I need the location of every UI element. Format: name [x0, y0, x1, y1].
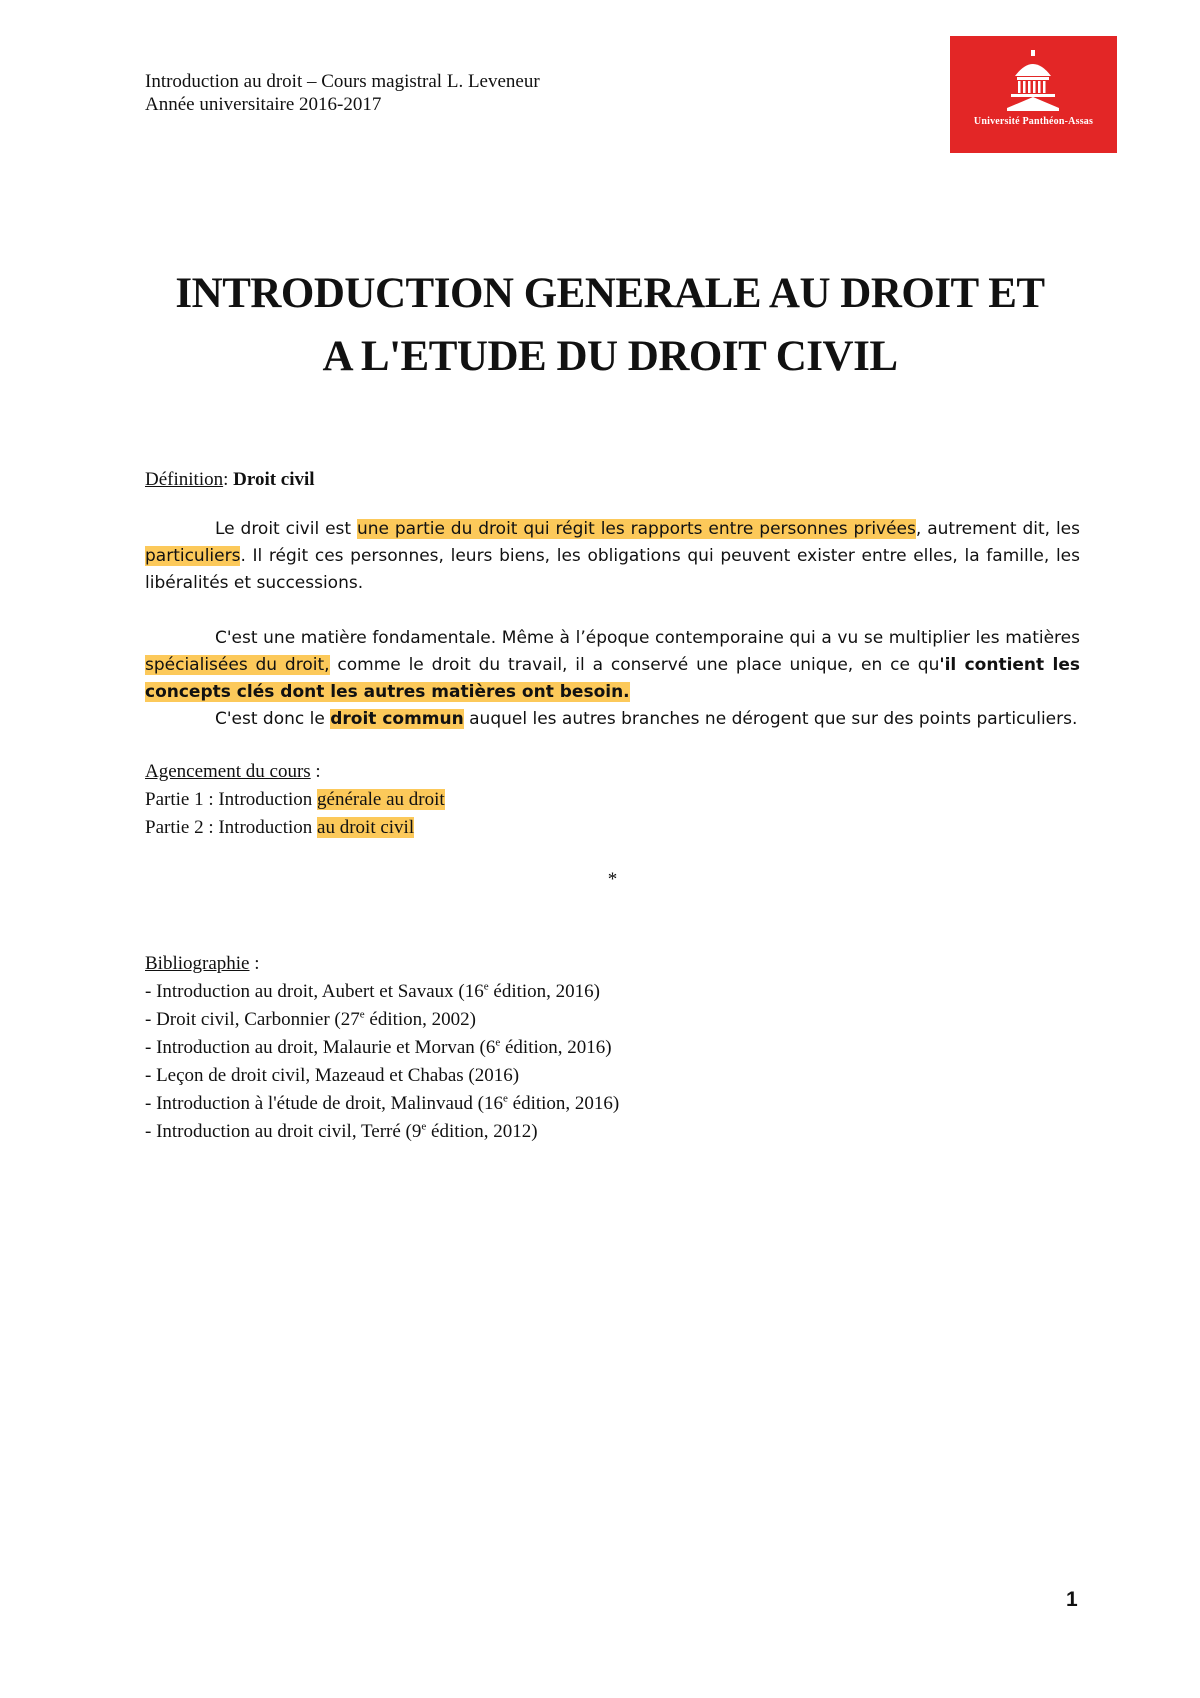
highlight: une partie du droit qui régit les rapports entre personnes privées	[356, 519, 916, 539]
list-item: - Introduction au droit, Aubert et Savaux (16e édition, 2016)	[145, 980, 601, 1002]
definition-heading	[145, 466, 1080, 493]
list-item: - Introduction au droit, Malaurie et Morvan (6e édition, 2016)	[145, 1036, 612, 1058]
outline-part-2	[145, 814, 1080, 842]
list-item: - Droit civil, Carbonnier (27e édition, 2002)	[145, 1008, 477, 1030]
definition-term: Droit civil	[233, 469, 315, 490]
header-year-line: Année universitaire 2016-2017	[145, 94, 382, 115]
bibliography-list	[145, 978, 1080, 1146]
highlight: particuliers	[145, 546, 241, 566]
text-run: , autrement dit, les	[915, 519, 1080, 539]
header-course-line: Introduction au droit – Cours magistral L. Leveneur	[145, 71, 540, 92]
page-header	[145, 70, 540, 116]
document-title	[100, 262, 1120, 388]
bold-highlight: concepts clés dont les autres matières ont besoin.	[145, 682, 630, 702]
logo-university-name: Université Panthéon-Assas	[973, 116, 1094, 127]
text-run: . Il régit ces personnes, leurs biens, les obligations qui peuvent exister entre elles, la famille, les libéralités et successions.	[145, 546, 1080, 593]
document-body	[145, 466, 1080, 1146]
bibliography-heading	[145, 950, 1080, 978]
list-item: - Introduction à l'étude de droit, Malinvaud (16e édition, 2016)	[145, 1092, 620, 1114]
list-item: - Leçon de droit civil, Mazeaud et Chabas (2016)	[145, 1065, 520, 1086]
definition-label: Définition	[145, 469, 224, 490]
bold-run: 'il contient les	[939, 655, 1080, 675]
highlight: générale au droit	[317, 789, 445, 810]
outline-colon: :	[310, 761, 321, 782]
title-line-1: INTRODUCTION GENERALE AU DROIT ET	[175, 270, 1045, 317]
text-run: comme le droit du travail, il a conservé une place unique, en ce qu	[329, 655, 940, 675]
bibliography-label: Bibliographie	[145, 953, 250, 974]
outline-label: Agencement du cours	[145, 761, 311, 782]
text-run: C'est donc le	[215, 709, 331, 729]
text-run: auquel les autres branches ne dérogent que sur des points particuliers.	[463, 709, 1078, 729]
section-separator: *	[607, 869, 618, 890]
outline-part-1	[145, 786, 1080, 814]
text-run: Partie 2 : Introduction	[145, 817, 318, 838]
paragraph-droit-commun	[145, 706, 1080, 733]
bibliography	[145, 950, 1080, 1146]
title-line-2: A L'ETUDE DU DROIT CIVIL	[322, 333, 898, 380]
university-logo	[950, 36, 1117, 153]
text-run: C'est une matière fondamentale. Même à l’époque contemporaine qui a vu se multiplier les matières	[215, 628, 1080, 648]
page-number: 1	[1066, 1588, 1078, 1611]
text-run: Le droit civil est	[215, 519, 357, 539]
definition-colon: :	[223, 469, 229, 490]
text-run: Partie 1 : Introduction	[145, 789, 318, 810]
bold-highlight: droit commun	[330, 709, 464, 729]
paragraph-definition	[145, 516, 1080, 597]
highlight: spécialisées du droit,	[145, 655, 330, 675]
pantheon-dome-icon	[1005, 50, 1061, 112]
bibliography-colon: :	[249, 953, 260, 974]
outline-heading	[145, 758, 1080, 786]
highlight: au droit civil	[317, 817, 415, 838]
course-outline	[145, 758, 1080, 842]
paragraph-fundamental	[145, 625, 1080, 706]
list-item: - Introduction au droit civil, Terré (9e édition, 2012)	[145, 1120, 538, 1142]
